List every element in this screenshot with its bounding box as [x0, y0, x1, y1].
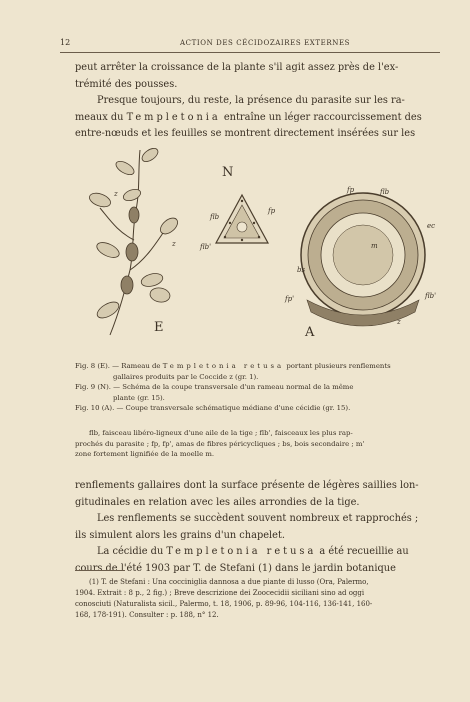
text-line: cours de l'été 1903 par T. de Stefani (1) dans le jardin botanique — [75, 562, 396, 574]
footnote-line: (1) T. de Stefani : Una cocciniglia dannosa a due piante di lusso (Ora, Palermo, — [89, 578, 369, 586]
figure-letter-n: N — [222, 165, 234, 180]
page-header — [60, 38, 440, 52]
figure-n-normal-section — [200, 165, 290, 275]
text-line — [75, 110, 437, 127]
figure-letter-a: A — [305, 325, 315, 340]
legend-line: flb, faisceau libéro-ligneux d'une aile de la tige ; flb', faisceaux les plus rap- — [89, 429, 353, 437]
label-z: z — [397, 318, 401, 326]
label-fp-prime: fp' — [285, 295, 294, 303]
caption-fig9-cont: plante (gr. 15). — [113, 393, 165, 402]
legend-line: zone fortement lignifiée de la moelle m. — [75, 450, 215, 458]
text-line: peut arrêter la croissance de la plante s'il agit assez près de l'ex- — [75, 62, 399, 73]
species-name: Templetonia retusa — [162, 362, 285, 370]
caption-fig9: Fig. 9 (N). — Schéma de la coupe transversale d'un rameau normal de la même — [75, 383, 354, 391]
caption-fig8 — [75, 361, 437, 372]
text-line: ils simulent alors les grains d'un chapelet. — [75, 529, 285, 541]
text-line — [75, 544, 437, 561]
header-rule — [60, 52, 440, 53]
text-span: Fig. 8 (E). — Rameau de — [75, 362, 163, 370]
footnote-rule — [75, 570, 125, 571]
paragraph-bottom — [75, 478, 437, 577]
text-span: entraîne un léger raccourcissement des — [220, 111, 422, 123]
footnote-line: 1904. Extrait : 8 p., 2 fig.) ; Breve descrizione dei Zoocecidii siciliani sino ad oggi — [75, 589, 365, 597]
figure-captions — [75, 361, 437, 414]
footnote-line: 168, 178-191). Consulter : p. 188, n° 12. — [75, 611, 219, 619]
figure-letter-e: E — [154, 320, 164, 335]
label-flb-prime: flb' — [200, 243, 212, 251]
label-bs: bs — [297, 266, 306, 274]
figure-a-gall-section — [285, 180, 445, 345]
caption-fig10: Fig. 10 (A). — Coupe transversale schématique médiane d'une cécidie (gr. 15). — [75, 404, 351, 412]
text-span: a été recueillie au — [316, 546, 409, 557]
text-line: renflements gallaires dont la surface présente de légères saillies lon- — [75, 480, 419, 491]
caption-fig8-cont: gallaires produits par le Coccide z (gr. 1). — [113, 372, 259, 381]
figure-legend — [75, 428, 437, 460]
text-span: meaux du — [75, 111, 127, 123]
label-flb: flb — [380, 188, 390, 196]
figure-e-branch — [70, 140, 200, 340]
running-head: ACTION DES CÉCIDOZAIRES EXTERNES — [180, 39, 351, 47]
label-ec: ec — [427, 222, 436, 230]
label-z: z — [172, 240, 176, 248]
label-fp: fp — [268, 207, 276, 215]
page-number: 12 — [60, 38, 71, 47]
paragraph-top — [75, 60, 437, 143]
text-span: portant plusieurs renflements — [284, 362, 391, 370]
label-flb-prime: flb' — [425, 292, 437, 300]
legend-line: prochés du parasite ; fp, fp', amas de fibres péricycliques ; bs, bois secondaire ; m' — [75, 439, 365, 448]
branch-drawing — [70, 140, 200, 340]
text-line: Les renflements se succèdent souvent nombreux et rapprochés ; — [97, 513, 419, 524]
gall-section-drawing — [285, 180, 445, 345]
label-z: z — [114, 190, 118, 198]
text-span: La cécidie du — [97, 546, 167, 557]
label-flb: flb — [210, 213, 220, 221]
footnote-line: conosciuti (Naturalista sicil., Palermo, t. 18, 1906, p. 89-96, 104-116, 136-141, 160- — [75, 600, 373, 608]
text-line: gitudinales en relation avec les ailes arrondies de la tige. — [75, 496, 360, 508]
label-m: m — [371, 242, 378, 250]
text-line: Presque toujours, du reste, la présence du parasite sur les ra- — [97, 95, 405, 106]
label-fp: fp — [347, 186, 355, 194]
text-line: entre-nœuds et les feuilles se montrent directement insérées sur les — [75, 128, 416, 139]
genus-name: Templetonia — [126, 111, 221, 123]
species-name: Templetonia retusa — [166, 546, 317, 557]
footnotes — [75, 577, 437, 621]
text-line: trémité des pousses. — [75, 78, 178, 90]
